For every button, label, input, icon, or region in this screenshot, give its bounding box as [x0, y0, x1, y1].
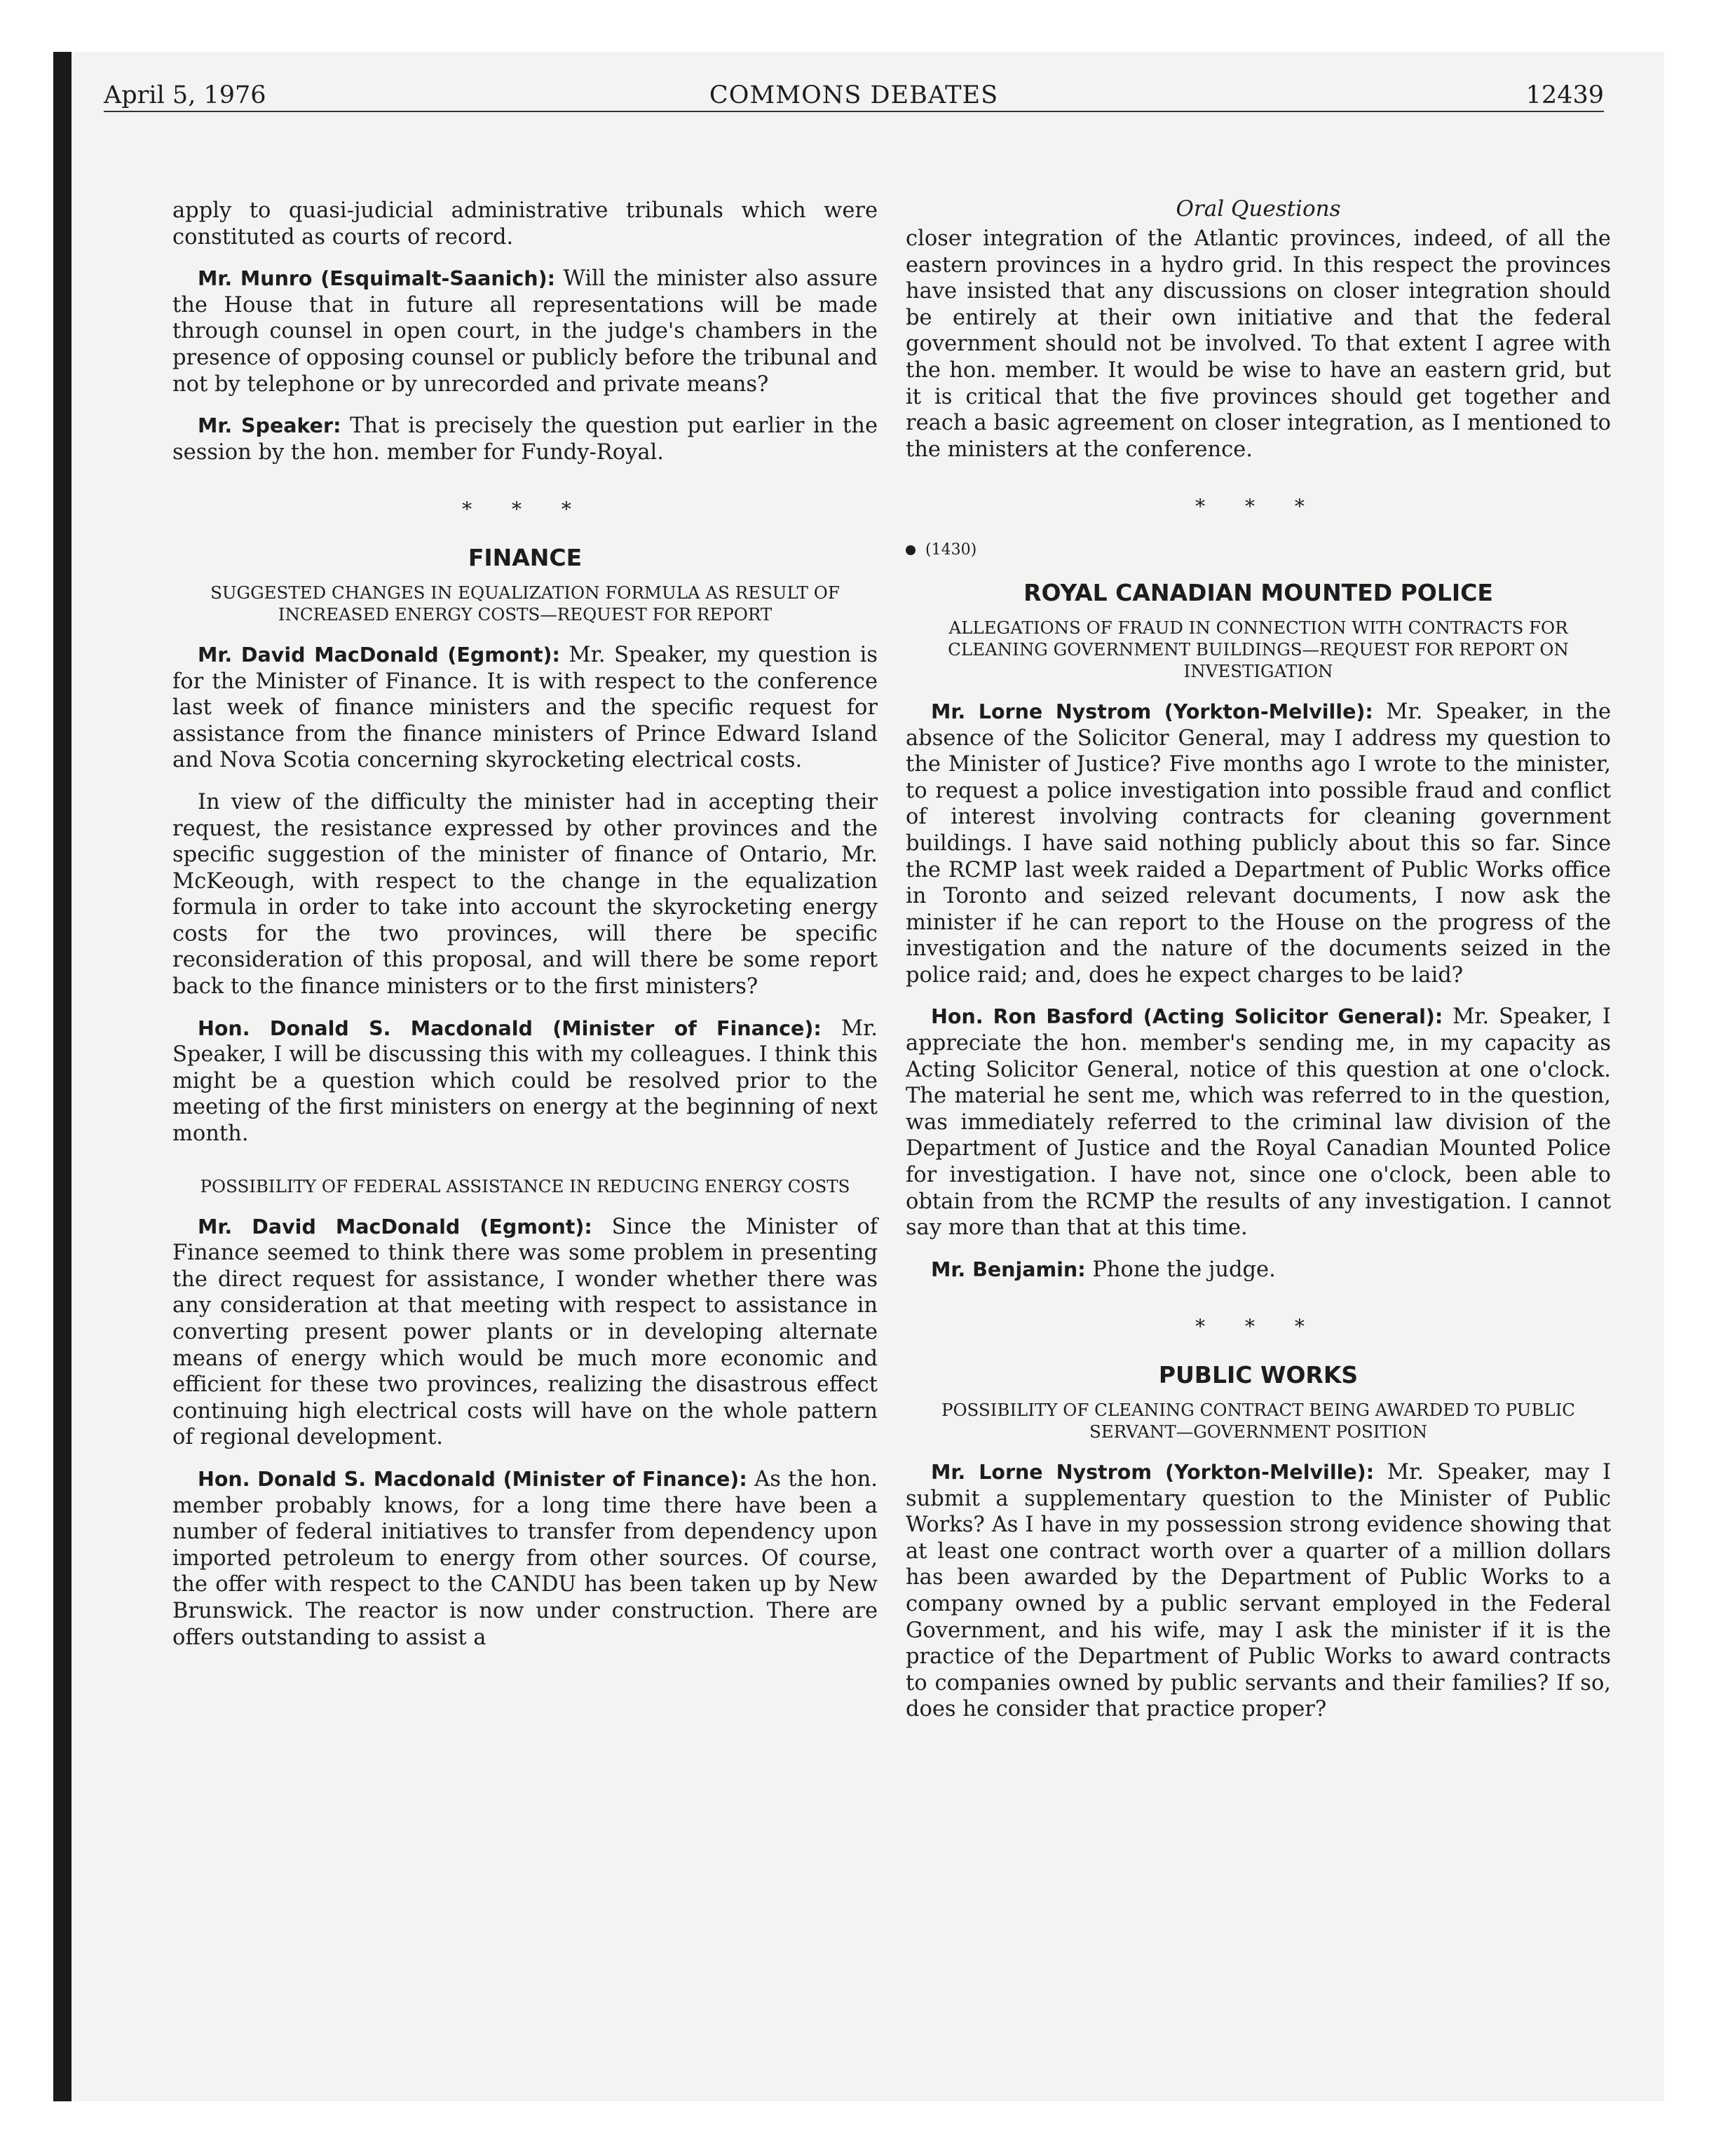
- speaker-name: Hon. Donald S. Macdonald (Minister of Finance):: [198, 1016, 822, 1040]
- paragraph: closer integration of the Atlantic provinces, indeed, of all the eastern provinces in a hydro grid. In this respect the provinces have insisted that any discussions on closer integration should be entirely at their own initiative and that the federal government should not be involved. To that extent I agree with the hon. member. It would be wise to have an eastern grid, but it is critical that the five provinces should get together and reach a basic agreement on closer integration, as I mentioned to the ministers at the conference.: [906, 226, 1611, 462]
- speaker-name: Mr. Lorne Nystrom (Yorkton-Melville):: [931, 1461, 1375, 1484]
- paragraph: apply to quasi-judicial administrative tribunals which were constituted as courts of record.: [172, 198, 878, 250]
- section-heading: FINANCE: [468, 543, 583, 571]
- speech: [172, 1466, 878, 1651]
- running-head: Oral Questions: [1176, 196, 1341, 221]
- section-separator: * * *: [462, 498, 588, 521]
- speaker-name: Mr. Munro (Esquimalt-Saanich):: [198, 267, 555, 291]
- speech-text: Since the Minister of Finance seemed to think there was some problem in presenting the direct request for assistance, I wonder whether there was any consideration at that meeting with respect to assistance in converting present power plants or in developing alternate means of energy which would be much more economic and efficient for these two provinces, realizing the disastrous effect continuing high electrical costs will have on the whole pattern of regional development.: [172, 1214, 878, 1450]
- speech-text: Phone the judge.: [1092, 1257, 1276, 1282]
- subsection-heading: POSSIBILITY OF FEDERAL ASSISTANCE IN REDUCING ENERGY COSTS: [200, 1175, 850, 1196]
- paragraph: In view of the difficulty the minister had in accepting their request, the resistance expressed by other provinces and the specific suggestion of the minister of finance of Ontario, Mr. McKeough, with respect to the change in the equalization formula in order to take into account the skyrocketing energy costs for the two provinces, will there be specific reconsideration of this proposal, and will there be some report back to the finance ministers or to the first ministers?: [172, 789, 878, 999]
- speaker-name: Mr. Benjamin:: [931, 1257, 1086, 1281]
- section-separator: * * *: [1195, 1315, 1321, 1339]
- speech: [906, 1004, 1611, 1241]
- subsection-heading: POSSIBILITY OF CLEANING CONTRACT BEING AWARDED TO PUBLIC SERVANT—GOVERNMENT POSITION: [941, 1400, 1576, 1442]
- speech-text: Mr. Speaker, my question is for the Minister of Finance. It is with respect to the conference last week of finance ministers and the specific request for assistance from the finance ministers of Prince Edward Island and Nova Scotia concerning skyrocketing electrical costs.: [172, 642, 878, 773]
- time-marker-text: (1430): [925, 540, 977, 559]
- header-date: April 5, 1976: [104, 81, 266, 109]
- section-heading: PUBLIC WORKS: [1158, 1361, 1359, 1389]
- time-marker: [906, 540, 1611, 561]
- speech-text: Will the minister also assure the House that in future all representations will be made through counsel in open court, in the judge's chambers in the presence of opposing counsel or publicly before the tribunal and not by telephone or by unrecorded and private means?: [172, 266, 878, 397]
- speaker-name: Mr. David MacDonald (Egmont):: [198, 1215, 592, 1239]
- section-separator: * * *: [1195, 495, 1321, 519]
- scan-margin: [0, 0, 53, 2156]
- section-heading: ROYAL CANADIAN MOUNTED POLICE: [1023, 578, 1493, 606]
- speech: [172, 1016, 878, 1147]
- header-publication: COMMONS DEBATES: [709, 81, 999, 109]
- speech: [906, 1257, 1611, 1283]
- speech-text: Mr. Speaker, may I submit a supplementary question to the Minister of Public Works? As I have in my possession strong evidence showing that at least one contract worth over a quarter of a million dollars has been awarded by the Department of Public Works to a company owned by a public servant employed in the Federal Government, and his wife, may I ask the minister if it is the practice of the Department of Public Works to award contracts to companies owned by public servants and their families? If so, does he consider that practice proper?: [906, 1460, 1611, 1722]
- speech-text: That is precisely the question put earlier in the session by the hon. member for Fundy-Royal.: [172, 414, 878, 465]
- scan-binding-edge: [53, 52, 72, 2101]
- subsection-heading: SUGGESTED CHANGES IN EQUALIZATION FORMULA AS RESULT OF INCREASED ENERGY COSTS—REQUEST FOR REPORT: [210, 582, 840, 625]
- bullet-icon: [906, 545, 916, 555]
- speech: [906, 699, 1611, 989]
- right-column: [906, 226, 1611, 1738]
- speech-text: Mr. Speaker, in the absence of the Solicitor General, may I address my question to the Minister of Justice? Five months ago I wrote to the minister, to request a police investigation into possible fraud and conflict of interest involving contracts for cleaning government buildings. I have said nothing publicly about this so far. Since the RCMP last week raided a Department of Public Works office in Toronto and seized relevant documents, I now ask the minister if he can report to the House on the progress of the investigation and the nature of the documents seized in the police raid; and, does he expect charges to be laid?: [906, 699, 1611, 988]
- speech: [172, 1214, 878, 1451]
- speech: [172, 266, 878, 397]
- speech: [172, 413, 878, 465]
- speaker-name: Hon. Donald S. Macdonald (Minister of Finance):: [198, 1467, 747, 1491]
- page-header: [104, 80, 1604, 112]
- speaker-name: Hon. Ron Basford (Acting Solicitor General):: [931, 1005, 1443, 1029]
- speech: [906, 1459, 1611, 1723]
- left-column: [172, 198, 878, 1666]
- speaker-name: Mr. Speaker:: [198, 414, 341, 438]
- speech-text: Mr. Speaker, I will be discussing this with my colleagues. I think this might be a question which could be resolved prior to the meeting of the first ministers on energy at the beginning of next month.: [172, 1016, 878, 1147]
- header-page-number: 12439: [1525, 81, 1604, 109]
- speech-text: As the hon. member probably knows, for a long time there have been a number of federal initiatives to transfer from dependency upon imported petroleum to energy from other sources. Of course, the offer with respect to the CANDU has been taken up by New Brunswick. The reactor is now under construction. There are offers outstanding to assist a: [172, 1466, 878, 1650]
- speech: [172, 642, 878, 774]
- speech-text: Mr. Speaker, I appreciate the hon. member's sending me, in my capacity as Acting Solicitor General, notice of this question at one o'clock. The material he sent me, which was referred to in the question, was immediately referred to the criminal law division of the Department of Justice and the Royal Canadian Mounted Police for investigation. I have not, since one o'clock, been able to obtain from the RCMP the results of any investigation. I cannot say more than that at this time.: [906, 1004, 1611, 1241]
- speaker-name: Mr. David MacDonald (Egmont):: [198, 643, 560, 667]
- speaker-name: Mr. Lorne Nystrom (Yorkton-Melville):: [931, 700, 1373, 723]
- subsection-heading: ALLEGATIONS OF FRAUD IN CONNECTION WITH CONTRACTS FOR CLEANING GOVERNMENT BUILDINGS—REQUEST FOR REPORT ON INVESTIGATION: [948, 617, 1569, 681]
